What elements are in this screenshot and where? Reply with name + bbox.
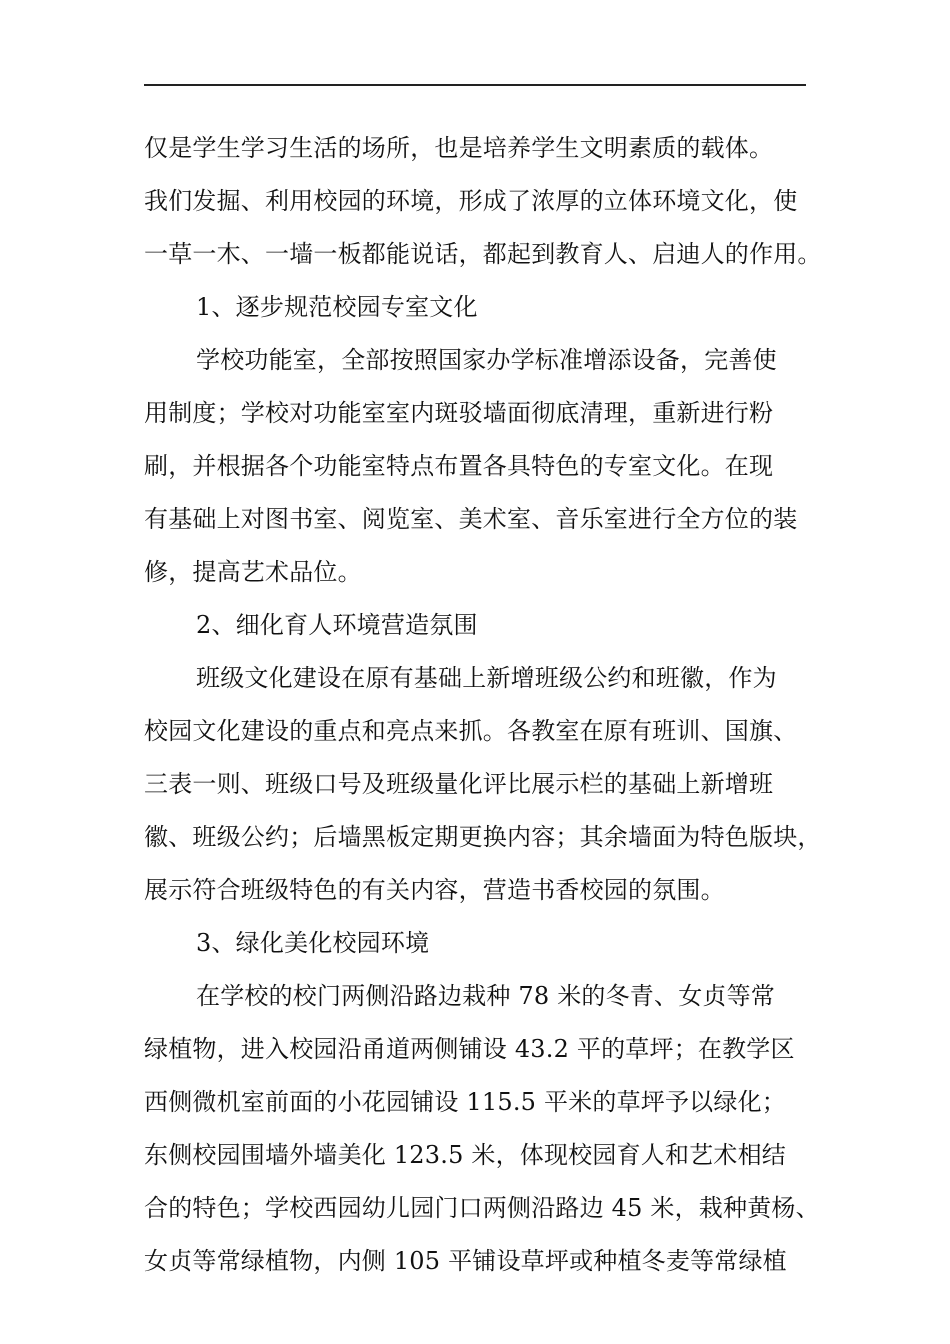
section-heading-1: 1、逐步规范校园专室文化 [196, 293, 478, 321]
paragraph-line-1: 仅是学生学习生活的场所，也是培养学生文明素质的载体。 [144, 134, 774, 162]
paragraph-line-11: 三表一则、班级口号及班级量化评比展示栏的基础上新增班 [144, 770, 774, 798]
paragraph-line-15: 绿植物，进入校园沿甬道两侧铺设 43.2 平的草坪；在教学区 [144, 1035, 795, 1063]
paragraph-line-3: 一草一木、一墙一板都能说话，都起到教育人、启迪人的作用。 [144, 240, 822, 268]
paragraph-line-12: 徽、班级公约；后墙黑板定期更换内容；其余墙面为特色版块， [144, 823, 822, 851]
header-rule [144, 84, 806, 86]
paragraph-line-5: 用制度；学校对功能室室内斑驳墙面彻底清理，重新进行粉 [144, 399, 774, 427]
paragraph-line-4: 学校功能室，全部按照国家办学标准增添设备，完善使 [196, 346, 777, 374]
paragraph-line-18: 合的特色；学校西园幼儿园门口两侧沿路边 45 米，栽种黄杨、 [144, 1194, 820, 1222]
section-heading-2: 2、细化育人环境营造氛围 [196, 611, 478, 639]
paragraph-line-9: 班级文化建设在原有基础上新增班级公约和班徽，作为 [196, 664, 777, 692]
paragraph-line-13: 展示符合班级特色的有关内容，营造书香校园的氛围。 [144, 876, 725, 904]
section-heading-3: 3、绿化美化校园环境 [196, 929, 430, 957]
paragraph-line-7: 有基础上对图书室、阅览室、美术室、音乐室进行全方位的装 [144, 505, 798, 533]
paragraph-line-6: 刷，并根据各个功能室特点布置各具特色的专室文化。在现 [144, 452, 774, 480]
paragraph-line-10: 校园文化建设的重点和亮点来抓。各教室在原有班训、国旗、 [144, 717, 798, 745]
paragraph-line-8: 修，提高艺术品位。 [144, 558, 362, 586]
paragraph-line-19: 女贞等常绿植物，内侧 105 平铺设草坪或种植冬麦等常绿植 [144, 1247, 787, 1275]
paragraph-line-2: 我们发掘、利用校园的环境，形成了浓厚的立体环境文化，使 [144, 187, 798, 215]
paragraph-line-16: 西侧微机室前面的小花园铺设 115.5 平米的草坪予以绿化； [144, 1088, 786, 1116]
paragraph-line-14: 在学校的校门两侧沿路边栽种 78 米的冬青、女贞等常 [196, 982, 775, 1010]
paragraph-line-17: 东侧校园围墙外墙美化 123.5 米，体现校园育人和艺术相结 [144, 1141, 786, 1169]
